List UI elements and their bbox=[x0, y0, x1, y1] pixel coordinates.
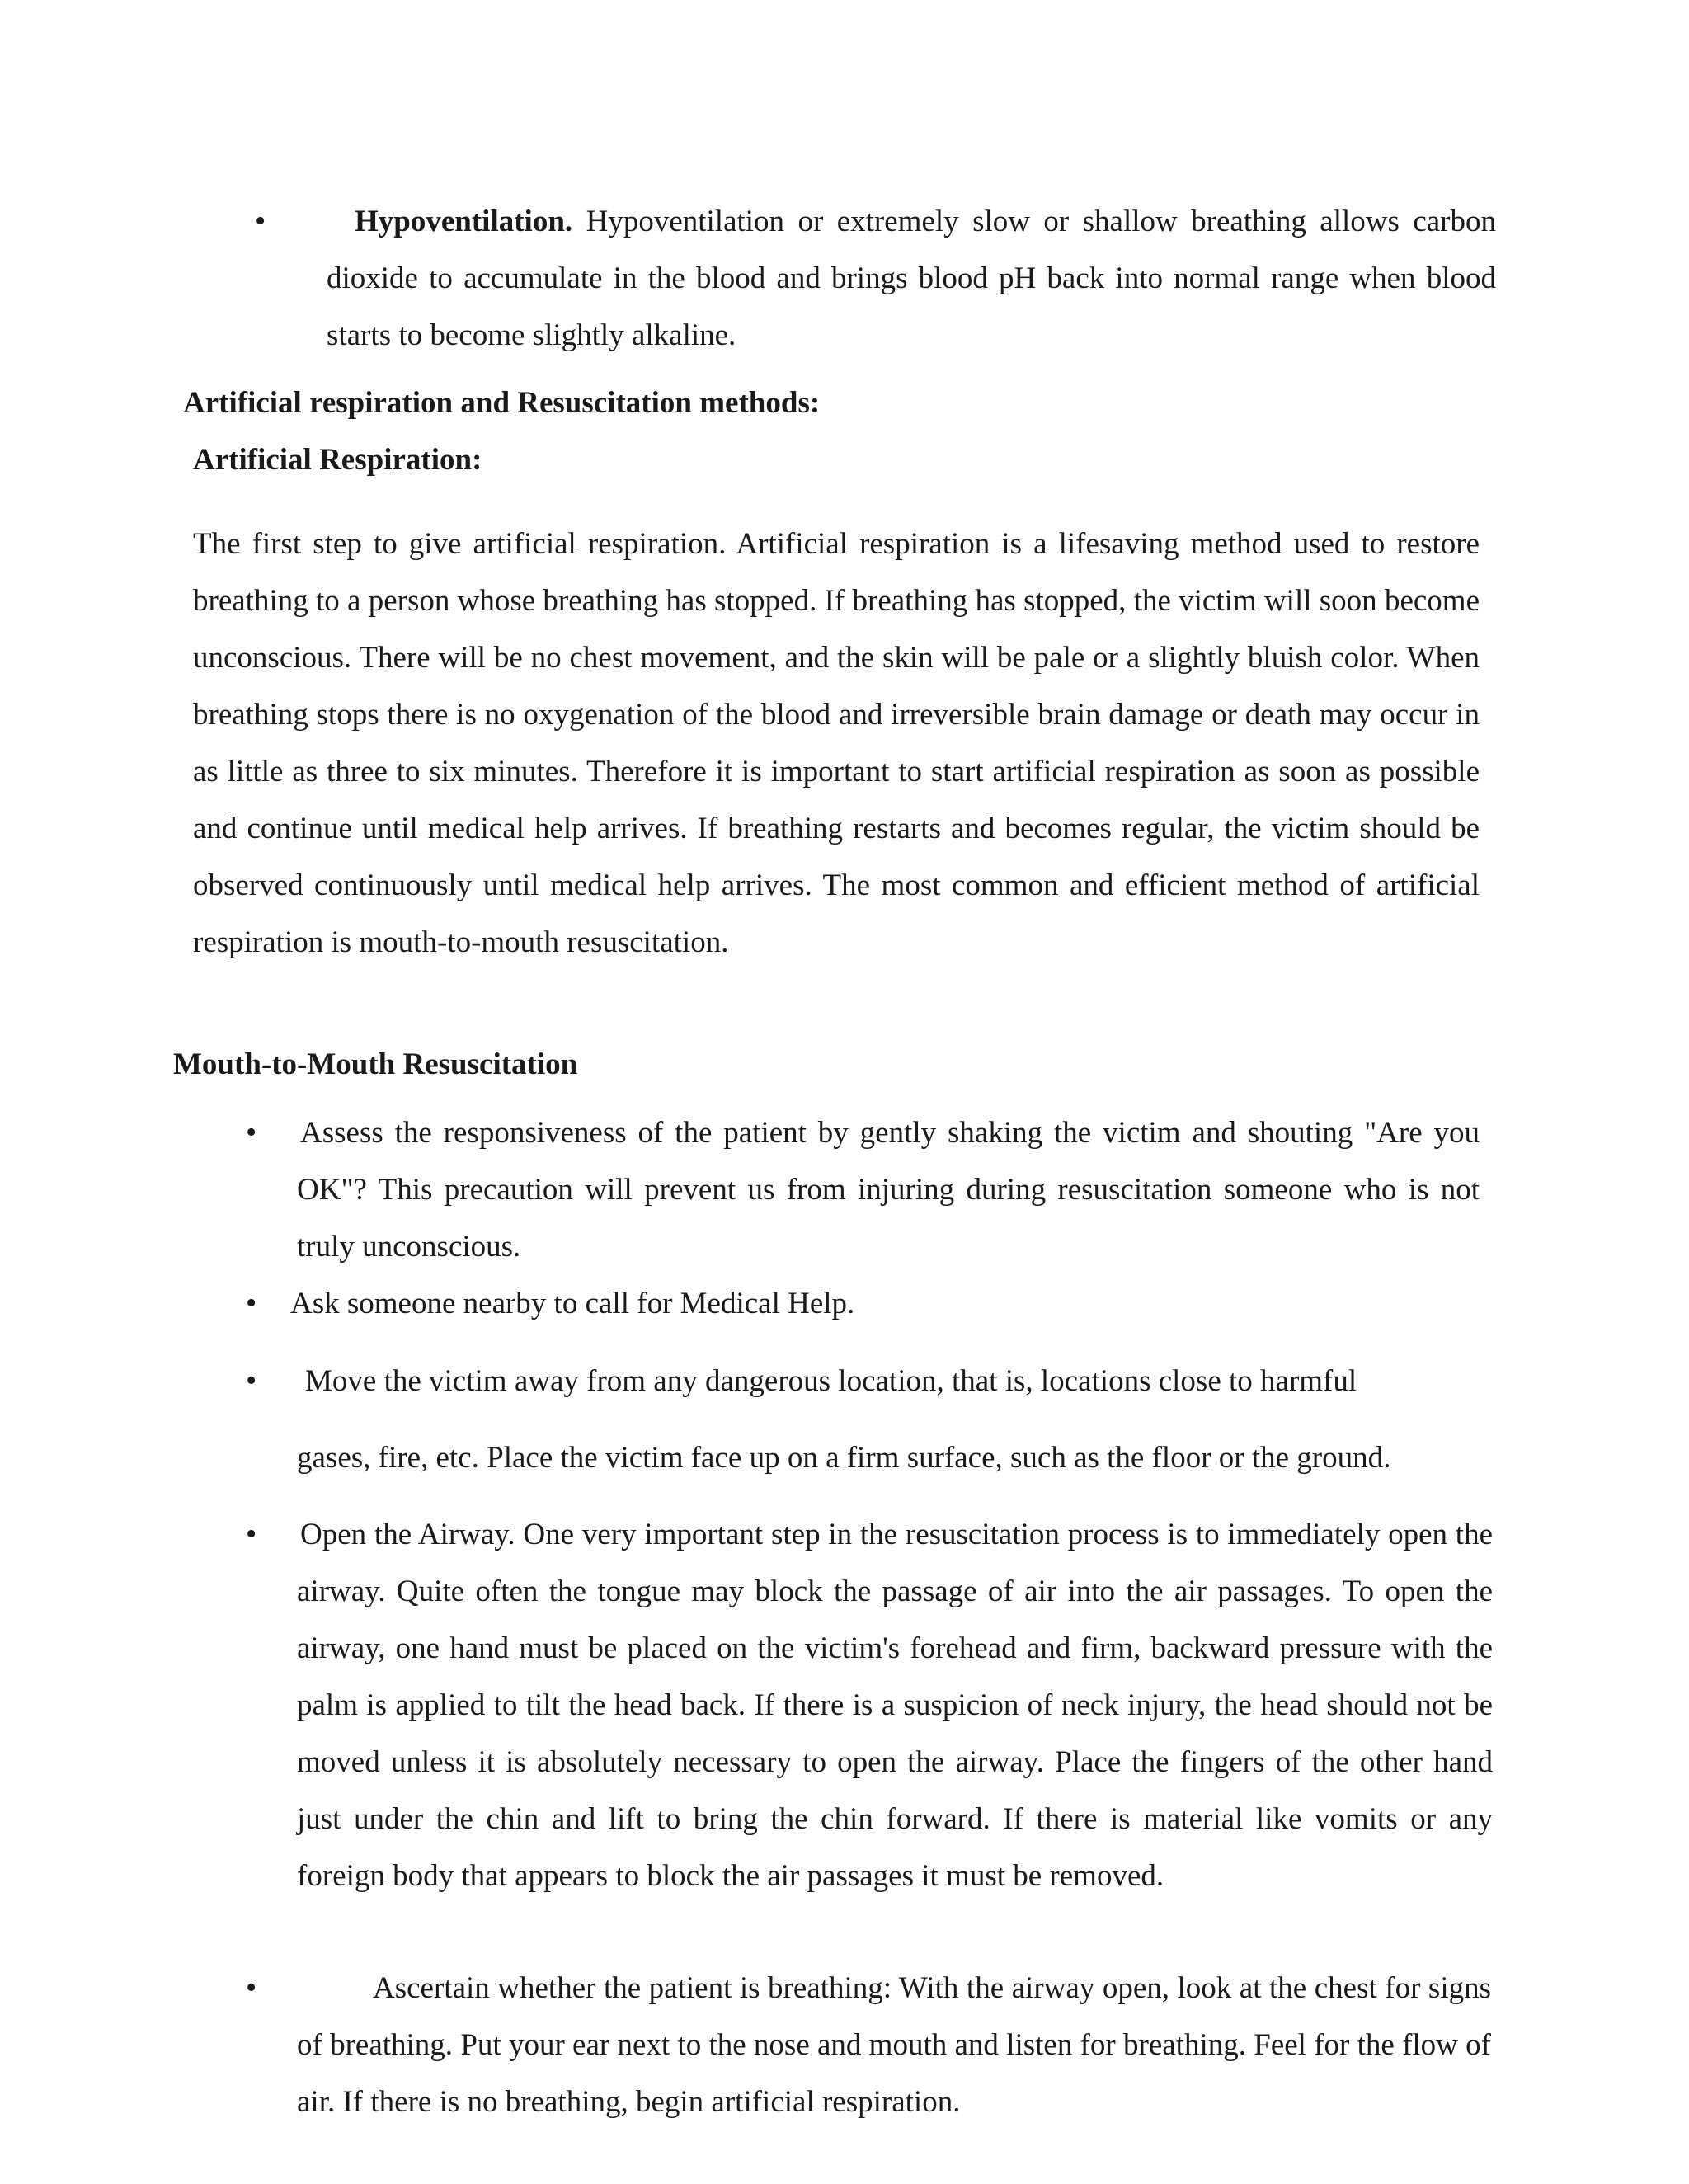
bullet-ascertain-breathing: • bbox=[246, 1970, 257, 2005]
step-call-help: Ask someone nearby to call for Medical Help. bbox=[290, 1287, 855, 1320]
step-ascertain-breathing: Ascertain whether the patient is breathing: With the airway open, look at the chest for signs of breathing. Put your ear next to the nose and mouth and listen for breathing. Feel for the flow of air. If there is no breathing, begin artificial respiration. bbox=[297, 1971, 1491, 2119]
hypoventilation-term: Hypoventilation. bbox=[355, 205, 573, 238]
step-open-airway: Open the Airway. One very important step in the resuscitation process is to immediately open the airway. Quite often the tongue may block the passage of air into the air passages. To open the airway, one hand must be placed on the victim's forehead and firm, backward pressure with the palm is applied to tilt the head back. If there is a suspicion of neck injury, the head should not be moved unless it is absolutely necessary to open the airway. Place the fingers of the other hand just under the chin and lift to bring the chin forward. If there is material like vomits or any foreign body that appears to block the air passages it must be removed. bbox=[297, 1518, 1493, 1893]
step-assess: Assess the responsiveness of the patient by gently shaking the victim and shouting "Are you OK"? This precaution will prevent us from injuring during resuscitation someone who is not truly unconscious. bbox=[297, 1116, 1480, 1264]
bullet-open-airway: • bbox=[246, 1517, 257, 1551]
bullet-assess: • bbox=[246, 1115, 257, 1150]
hypoventilation-item bbox=[327, 193, 1496, 364]
subheading-artificial-respiration: Artificial Respiration: bbox=[193, 443, 482, 477]
subheading-mouth-to-mouth: Mouth-to-Mouth Resuscitation bbox=[173, 1047, 578, 1081]
section-heading: Artificial respiration and Resuscitation methods: bbox=[183, 386, 821, 420]
artificial-respiration-paragraph: The first step to give artificial respiration. Artificial respiration is a lifesaving method used to restore breathing to a person whose breathing has stopped. If breathing has stopped, the victim will soon become unconscious. There will be no chest movement, and the skin will be pale or a slightly bluish color. When breathing stops there is no oxygenation of the blood and irreversible brain damage or death may occur in as little as three to six minutes. Therefore it is important to start artificial respiration as soon as possible and continue until medical help arrives. If breathing restarts and becomes regular, the victim should be observed continuously until medical help arrives. The most common and efficient method of artificial respiration is mouth-to-mouth resuscitation. bbox=[193, 527, 1480, 959]
bullet-call-help: • bbox=[246, 1286, 257, 1320]
bullet-hypoventilation: • bbox=[255, 204, 266, 238]
step-move-line-1: Move the victim away from any dangerous location, that is, locations close to harmful bbox=[305, 1364, 1357, 1398]
hypoventilation-text: Hypoventilation or extremely slow or shallow breathing allows carbon dioxide to accumulate in the blood and brings blood pH back into normal range when blood starts to become slightly alkaline. bbox=[327, 205, 1496, 352]
step-move-line-2: gases, fire, etc. Place the victim face up on a firm surface, such as the floor or the ground. bbox=[297, 1441, 1391, 1475]
bullet-move-victim: • bbox=[246, 1363, 257, 1398]
